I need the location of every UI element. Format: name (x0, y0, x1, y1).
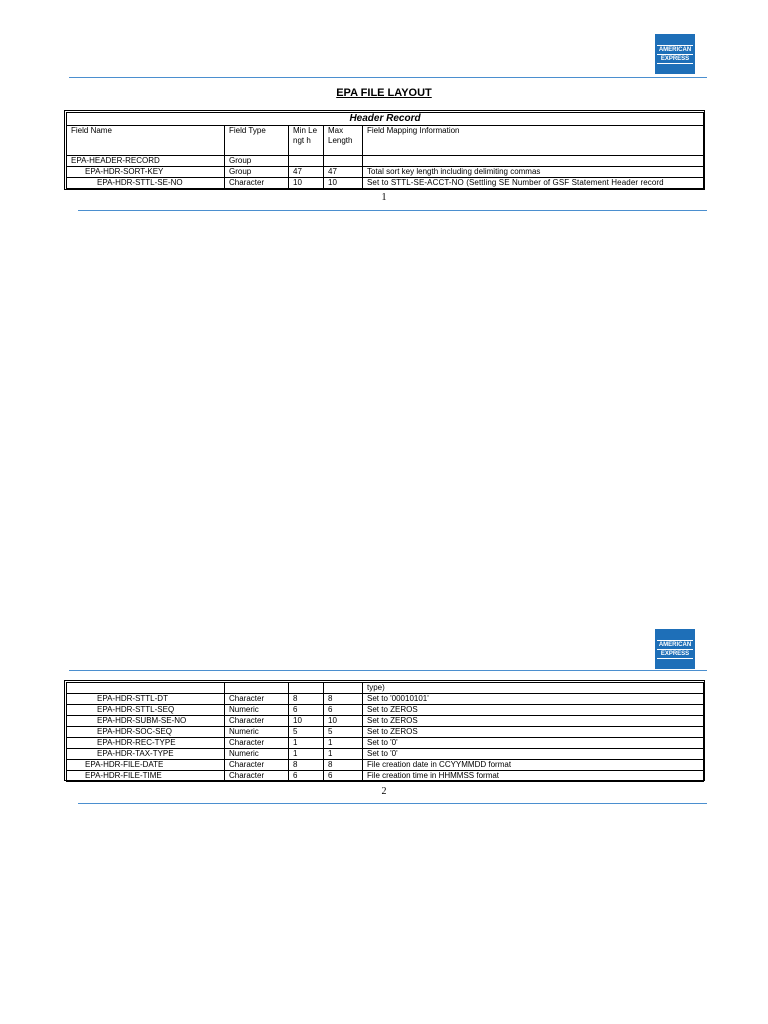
max-length: 1 (324, 749, 363, 760)
mapping-info: Set to ZEROS (363, 727, 704, 738)
mapping-info: Set to ZEROS (363, 705, 704, 716)
column-header: Min Lengt h (289, 126, 324, 156)
table-row (67, 727, 704, 738)
page-number: 1 (381, 192, 387, 203)
table-row (67, 156, 704, 167)
mapping-info: Set to '0' (363, 738, 704, 749)
min-length: 5 (289, 727, 324, 738)
column-header: Field Mapping Information (363, 126, 704, 156)
header-record-table (66, 112, 704, 189)
mapping-info: Set to ZEROS (363, 716, 704, 727)
min-length: 1 (289, 738, 324, 749)
field-type: Group (225, 167, 289, 178)
field-type (225, 683, 289, 694)
min-length: 47 (289, 167, 324, 178)
field-type: Character (225, 178, 289, 189)
max-length: 1 (324, 738, 363, 749)
header-record-table-continued (66, 682, 704, 782)
max-length: 8 (324, 760, 363, 771)
table-row (67, 738, 704, 749)
table-row (67, 683, 704, 694)
min-length: 6 (289, 705, 324, 716)
logo-text-line1: AMERICAN (658, 46, 692, 53)
field-name: EPA-HDR-SORT-KEY (67, 167, 225, 178)
field-name: EPA-HDR-STTL-SE-NO (67, 178, 225, 189)
field-type: Character (225, 738, 289, 749)
header-rule (69, 670, 707, 671)
field-name: EPA-HDR-SOC-SEQ (67, 727, 225, 738)
field-type: Character (225, 760, 289, 771)
mapping-info: Set to '0' (363, 749, 704, 760)
mapping-info (363, 156, 704, 167)
field-name: EPA-HDR-STTL-SEQ (67, 705, 225, 716)
field-type: Numeric (225, 705, 289, 716)
min-length: 10 (289, 178, 324, 189)
table-row (67, 760, 704, 771)
field-type: Numeric (225, 749, 289, 760)
mapping-info: type) (363, 683, 704, 694)
field-name: EPA-HEADER-RECORD (67, 156, 225, 167)
field-type: Group (225, 156, 289, 167)
mapping-info: File creation date in CCYYMMDD format (363, 760, 704, 771)
min-length: 6 (289, 771, 324, 782)
field-name: EPA-HDR-STTL-DT (67, 694, 225, 705)
table-row (67, 705, 704, 716)
mapping-info: Total sort key length including delimiting commas (363, 167, 704, 178)
max-length (324, 683, 363, 694)
table-header-row (67, 126, 704, 156)
field-type: Character (225, 694, 289, 705)
field-name: EPA-HDR-TAX-TYPE (67, 749, 225, 760)
amex-logo (655, 34, 695, 74)
field-name: EPA-HDR-SUBM-SE-NO (67, 716, 225, 727)
field-type: Character (225, 771, 289, 782)
header-rule (69, 77, 707, 78)
field-name: EPA-HDR-FILE-TIME (67, 771, 225, 782)
amex-logo (655, 629, 695, 669)
max-length: 6 (324, 705, 363, 716)
max-length: 10 (324, 178, 363, 189)
table-row (67, 178, 704, 189)
min-length (289, 156, 324, 167)
footer-rule (78, 210, 707, 211)
column-header: Field Type (225, 126, 289, 156)
mapping-info: File creation time in HHMMSS format (363, 771, 704, 782)
footer-rule (78, 803, 707, 804)
column-header: Max Length (324, 126, 363, 156)
table-row (67, 716, 704, 727)
min-length: 10 (289, 716, 324, 727)
table-section-title: Header Record (67, 113, 704, 126)
logo-text-line1: AMERICAN (658, 641, 692, 648)
min-length: 1 (289, 749, 324, 760)
document-title: EPA FILE LAYOUT (336, 87, 432, 99)
min-length: 8 (289, 694, 324, 705)
table-row (67, 694, 704, 705)
min-length (289, 683, 324, 694)
max-length: 8 (324, 694, 363, 705)
page-number: 2 (381, 786, 387, 797)
min-length: 8 (289, 760, 324, 771)
max-length: 6 (324, 771, 363, 782)
logo-text-line2: EXPRESS (657, 650, 693, 659)
max-length (324, 156, 363, 167)
field-type: Numeric (225, 727, 289, 738)
field-type: Character (225, 716, 289, 727)
max-length: 5 (324, 727, 363, 738)
table-row (67, 771, 704, 782)
mapping-info: Set to '00010101' (363, 694, 704, 705)
max-length: 10 (324, 716, 363, 727)
table-row (67, 167, 704, 178)
field-name (67, 683, 225, 694)
field-name: EPA-HDR-FILE-DATE (67, 760, 225, 771)
mapping-info: Set to STTL-SE-ACCT-NO (Settling SE Number of GSF Statement Header record (363, 178, 704, 189)
field-name: EPA-HDR-REC-TYPE (67, 738, 225, 749)
column-header: Field Name (67, 126, 225, 156)
max-length: 47 (324, 167, 363, 178)
table-row (67, 749, 704, 760)
logo-text-line2: EXPRESS (657, 55, 693, 64)
